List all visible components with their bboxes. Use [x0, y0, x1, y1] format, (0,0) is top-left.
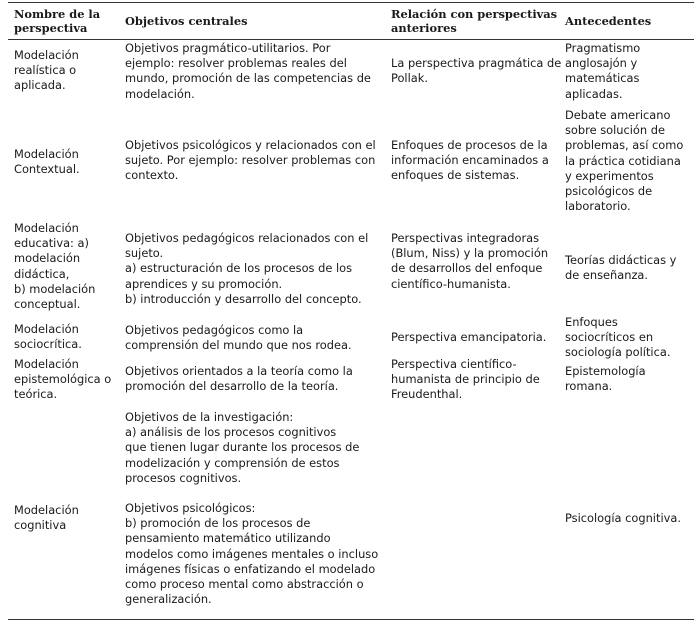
row-epistemological-antecedents: Epistemología romana.: [565, 364, 646, 394]
row-educational-objectives: Objetivos pedagógicos relacionados con el sujeto. a) estructuración de los procesos de los aprendices y su promoción. b) introducción y desarrollo del concepto.: [125, 231, 369, 306]
row-educational-name: Modelación educativa: a) modelación didáctica, b) modelación conceptual.: [14, 221, 96, 312]
row-realistic-antecedents: Pragmatismo anglosajón y matemáticas aplicadas.: [565, 41, 641, 101]
row-research-objectives: Objetivos de la investigación: a) análisis de los procesos cognitivos que tienen lugar durante los procesos de modelización y comprensión de estos procesos cognitivos.: [125, 410, 360, 485]
header-relation: Relación con perspectivas anteriores: [391, 7, 558, 35]
row-epistemological-relation: Perspectiva científico- humanista de principio de Freudenthal.: [391, 357, 540, 402]
row-contextual-antecedents: Debate americano sobre solución de problemas, así como la práctica cotidiana y experimentos psicológicos de laboratorio.: [565, 108, 684, 214]
row-epistemological-objectives: Objetivos orientados a la teoría como la promoción del desarrollo de la teoría.: [125, 364, 353, 394]
row-contextual-objectives: Objetivos psicológicos y relacionados con el sujeto. Por ejemplo: resolver problemas con contexto.: [125, 138, 376, 183]
row-educational-relation: Perspectivas integradoras (Blum, Niss) y la promoción de desarrollos del enfoque científico-humanista.: [391, 231, 549, 291]
perspectives-table: [8, 2, 694, 620]
row-realistic-objectives: Objetivos pragmático-utilitarios. Por ejemplo: resolver problemas reales del mundo, promoción de las competencias de modelación.: [125, 41, 371, 101]
row-educational-antecedents: Teorías didácticas y de enseñanza.: [565, 253, 677, 283]
header-name: Nombre de la perspectiva: [14, 7, 101, 35]
row-sociocritical-relation: Perspectiva emancipatoria.: [391, 330, 547, 344]
row-cognitive-name: Modelación cognitiva: [14, 503, 79, 533]
row-cognitive-objectives: Objetivos psicológicos: b) promoción de los procesos de pensamiento matemático utilizando modelos como imágenes mentales o incluso imágenes físicas o enfatizando el modelado como proceso mental como abstracción o generalización.: [125, 501, 379, 607]
row-epistemological-name: Modelación epistemológica o teórica.: [14, 357, 112, 402]
row-contextual-relation: Enfoques de procesos de la información encaminados a enfoques de sistemas.: [391, 138, 549, 183]
table-header-rule: [8, 39, 694, 40]
row-sociocritical-antecedents: Enfoques sociocríticos en sociología política.: [565, 315, 671, 360]
table-bottom-rule: [8, 619, 694, 620]
table-top-rule: [8, 2, 694, 3]
row-realistic-relation: La perspectiva pragmática de Pollak.: [391, 56, 562, 86]
row-sociocritical-objectives: Objetivos pedagógicos como la comprensión del mundo que nos rodea.: [125, 323, 352, 353]
header-antecedents: Antecedentes: [565, 14, 652, 28]
row-realistic-name: Modelación realística o aplicada.: [14, 48, 79, 93]
row-contextual-name: Modelación Contextual.: [14, 147, 80, 177]
row-cognitive-antecedents: Psicología cognitiva.: [565, 511, 681, 525]
header-objectives: Objetivos centrales: [125, 14, 248, 28]
row-sociocritical-name: Modelación sociocrítica.: [14, 322, 82, 352]
